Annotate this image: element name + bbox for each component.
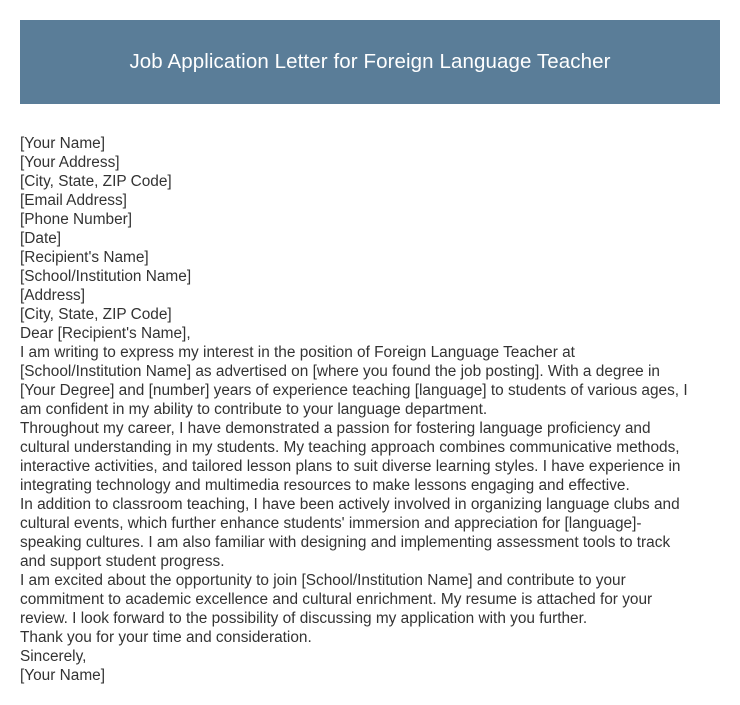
paragraph-line: cultural understanding in my students. My teaching approach combines communicative methods, [20,439,680,456]
recipient-institution: [School/Institution Name] [20,268,192,285]
page-title: Job Application Letter for Foreign Language Teacher [129,50,611,73]
page-header [20,20,720,104]
paragraph-line: review. I look forward to the possibility of discussing my application with you further. [20,610,588,627]
paragraph-line: and support student progress. [20,553,225,570]
signature: [Your Name] [20,667,105,684]
sender-phone: [Phone Number] [20,211,133,228]
paragraph-intro [20,343,720,419]
paragraph-experience [20,419,720,495]
recipient-name: [Recipient's Name] [20,249,149,266]
paragraph-line: speaking cultures. I am also familiar with designing and implementing assessment tools to track [20,534,671,551]
paragraph-line: am confident in my ability to contribute to your language department. [20,401,488,418]
recipient-city-state-zip: [City, State, ZIP Code] [20,306,172,323]
paragraph-closing [20,571,720,628]
letter-body [20,134,720,685]
sender-city-state-zip: [City, State, ZIP Code] [20,173,172,190]
paragraph-line: integrating technology and multimedia resources to make lessons engaging and effective. [20,477,630,494]
paragraph-line: I am writing to express my interest in the position of Foreign Language Teacher at [20,344,575,361]
paragraph-line: Throughout my career, I have demonstrated a passion for fostering language proficiency and [20,420,651,437]
paragraph-line: interactive activities, and tailored lesson plans to suit diverse learning styles. I have experience in [20,458,681,475]
paragraph-line: Thank you for your time and consideration. [20,629,312,646]
salutation: Dear [Recipient's Name], [20,325,191,342]
closing: Sincerely, [20,648,87,665]
paragraph-line: I am excited about the opportunity to join [School/Institution Name] and contribute to your [20,572,626,589]
sender-name: [Your Name] [20,135,105,152]
paragraph-line: [School/Institution Name] as advertised on [where you found the job posting]. With a degree in [20,363,660,380]
paragraph-line: [Your Degree] and [number] years of experience teaching [language] to students of various ages, I [20,382,688,399]
paragraph-line: commitment to academic excellence and cultural enrichment. My resume is attached for your [20,591,653,608]
paragraph-activities [20,495,720,571]
paragraph-line: In addition to classroom teaching, I have been actively involved in organizing language clubs and [20,496,680,513]
sender-email: [Email Address] [20,192,127,209]
letter-date: [Date] [20,230,62,247]
recipient-address: [Address] [20,287,86,304]
sender-address: [Your Address] [20,154,120,171]
paragraph-thanks [20,628,720,647]
paragraph-line: cultural events, which further enhance students' immersion and appreciation for [language]- [20,515,642,532]
